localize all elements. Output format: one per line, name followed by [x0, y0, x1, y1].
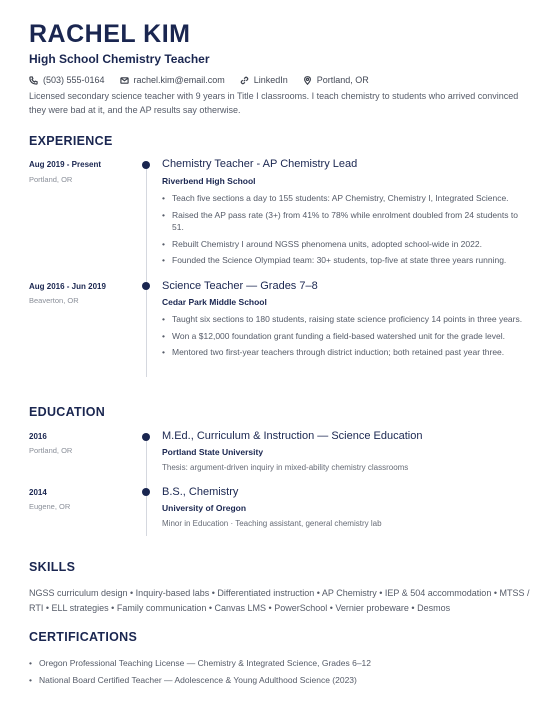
- section-title-certifications: CERTIFICATIONS: [29, 630, 138, 644]
- list-item: • Mentored two first-year teachers through district induction; both retained past year three.: [162, 346, 532, 359]
- education-year: 2016: [29, 432, 47, 441]
- timeline-dot: [142, 161, 150, 169]
- job-organization: Cedar Park Middle School: [162, 297, 267, 307]
- job-dates: Aug 2016 - Jun 2019: [29, 282, 106, 291]
- job-bullets: [162, 192, 532, 271]
- link-icon: [240, 76, 249, 85]
- phone-icon: [29, 76, 38, 85]
- list-item: • National Board Certified Teacher — Adolescence & Young Adulthood Science (2023): [29, 674, 539, 687]
- list-item: • Won a $12,000 foundation grant funding a field-based watershed unit for the grade level.: [162, 330, 532, 343]
- phone-text: (503) 555-0164: [43, 75, 105, 85]
- location-pin-icon: [303, 76, 312, 85]
- skills-list: NGSS curriculum design • Inquiry-based labs • Differentiated instruction • AP Chemistry • IEP & 504 accommodation • MTSS / RTI • ELL strategies • Family communication • Canvas LMS • PowerSchool • Vernier probeware • Desmos: [29, 588, 530, 613]
- list-item: • Rebuilt Chemistry I around NGSS phenomena units, adopted school-wide in 2022.: [162, 238, 532, 251]
- list-item: • Oregon Professional Teaching License — Chemistry & Integrated Science, Grades 6–12: [29, 657, 539, 670]
- experience-timeline: [146, 163, 147, 377]
- linkedin-text: LinkedIn: [253, 75, 288, 85]
- timeline-dot: [142, 282, 150, 290]
- job-bullets: [162, 313, 532, 363]
- job-title: Science Teacher — Grades 7–8: [162, 280, 318, 292]
- list-item: • Teach five sections a day to 155 students: AP Chemistry, Chemistry I, Integrated Science.: [162, 192, 532, 205]
- section-title-skills: SKILLS: [29, 560, 76, 574]
- contact-phone[interactable]: [29, 75, 105, 85]
- timeline-dot: [142, 488, 150, 496]
- section-title-education: EDUCATION: [29, 405, 106, 419]
- location-text: Portland, OR: [316, 75, 369, 85]
- education-note: Minor in Education · Teaching assistant, general chemistry lab: [162, 519, 382, 528]
- list-item: • Raised the AP pass rate (3+) from 41% to 78% while enrolment doubled from 24 students to 51.: [162, 209, 532, 234]
- candidate-name: RACHEL KIM: [29, 20, 191, 48]
- email-text: rachel.kim@email.com: [133, 75, 225, 85]
- education-location: Eugene, OR: [29, 502, 71, 511]
- job-dates: Aug 2019 - Present: [29, 160, 102, 169]
- profile-summary: Licensed secondary science teacher with 9 years in Title I classrooms. I teach chemistry to students who arrived convinced they were bad at it, and the AP results say otherwise.: [29, 91, 519, 115]
- education-degree: B.S., Chemistry: [162, 486, 239, 498]
- contact-bar: [29, 75, 384, 85]
- education-degree: M.Ed., Curriculum & Instruction — Science Education: [162, 430, 423, 442]
- job-organization: Riverbend High School: [162, 176, 256, 186]
- education-note: Thesis: argument-driven inquiry in mixed-ability chemistry classrooms: [162, 463, 409, 472]
- job-title: Chemistry Teacher - AP Chemistry Lead: [162, 158, 358, 170]
- certifications-list: [29, 657, 539, 690]
- job-location: Beaverton, OR: [29, 296, 79, 305]
- list-item: • Taught six sections to 180 students, raising state science proficiency 14 points in three years.: [162, 313, 532, 326]
- list-item: • Founded the Science Olympiad team: 30+ students, top-five at state three years running.: [162, 254, 532, 267]
- education-timeline: [146, 433, 147, 536]
- contact-linkedin[interactable]: [240, 75, 288, 85]
- education-school: University of Oregon: [162, 503, 247, 513]
- education-school: Portland State University: [162, 447, 264, 457]
- contact-email[interactable]: [120, 75, 225, 85]
- section-title-experience: EXPERIENCE: [29, 134, 113, 148]
- mail-icon: [120, 76, 129, 85]
- education-year: 2014: [29, 488, 47, 497]
- candidate-role: High School Chemistry Teacher: [29, 52, 210, 66]
- timeline-dot: [142, 433, 150, 441]
- contact-location: [303, 75, 369, 85]
- education-location: Portland, OR: [29, 446, 73, 455]
- job-location: Portland, OR: [29, 175, 73, 184]
